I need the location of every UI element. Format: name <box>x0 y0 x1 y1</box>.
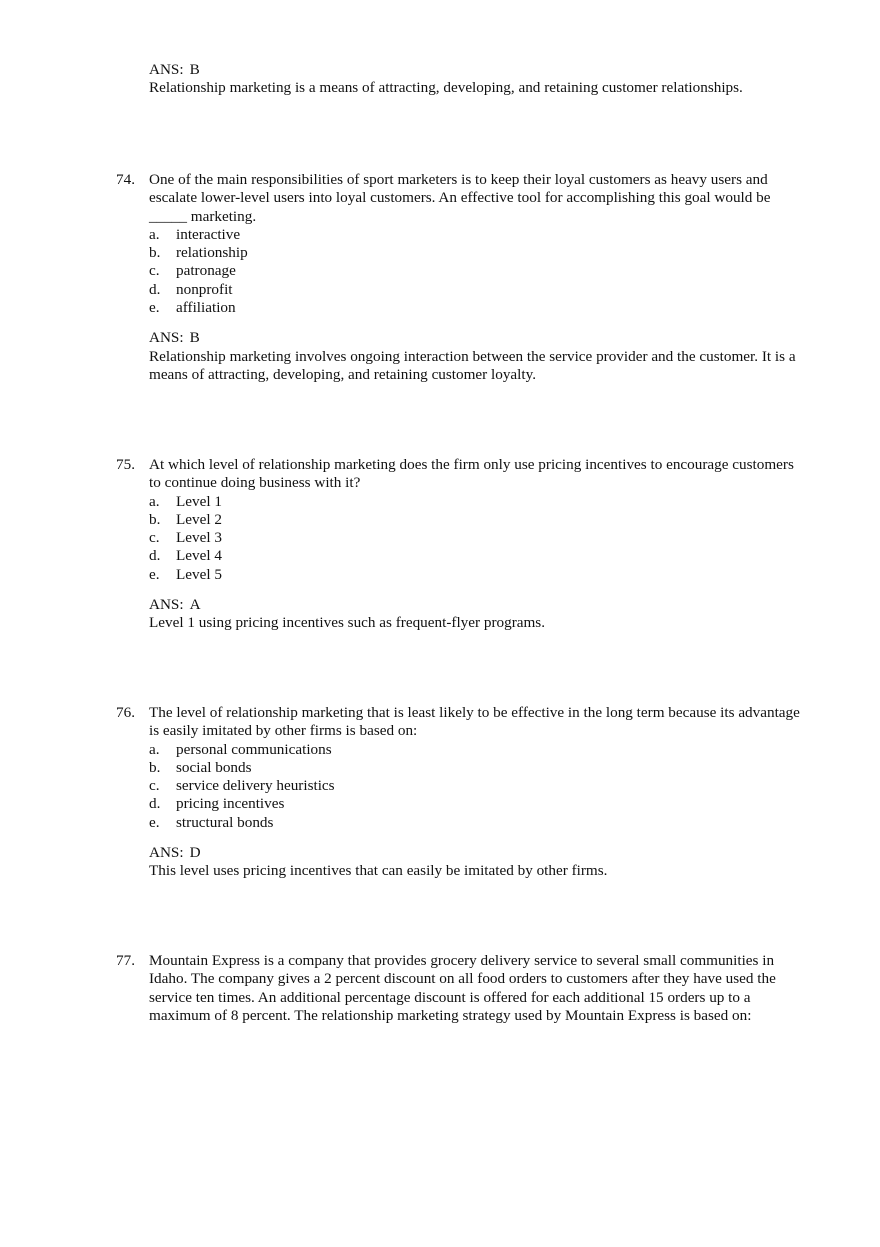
option-item <box>149 226 809 244</box>
option-text: nonprofit <box>176 280 233 298</box>
question-number: 75. <box>116 456 135 473</box>
option-letter: b. <box>149 510 161 528</box>
option-item <box>149 759 809 777</box>
option-text: relationship <box>176 244 248 262</box>
option-item <box>149 511 809 529</box>
option-letter: b. <box>149 244 161 262</box>
answer-letter: B <box>189 329 200 347</box>
answer-letter: B <box>189 61 200 78</box>
question-number: 76. <box>116 704 135 721</box>
option-text: Level 2 <box>176 510 222 528</box>
answer-label: ANS: <box>149 844 184 862</box>
option-letter: b. <box>149 758 161 776</box>
question-75 <box>116 456 809 633</box>
option-text: Level 5 <box>176 565 222 583</box>
question-text: At which level of relationship marketing does the firm only use pricing incentives to encourage customers to continue doing business with it? <box>149 456 794 492</box>
option-item <box>149 493 809 511</box>
option-text: affiliation <box>176 299 236 317</box>
answer-block <box>149 844 809 881</box>
answer-explanation: This level uses pricing incentives that can easily be imitated by other firms. <box>149 862 608 880</box>
option-list <box>149 493 809 584</box>
answer-letter: A <box>189 596 201 614</box>
question-text: One of the main responsibilities of sport marketers is to keep their loyal customers as heavy users and escalate lower-level users into loyal customers. An effective tool for accomplishing this goal would be _____ marketing. <box>149 171 771 225</box>
option-item <box>149 299 809 317</box>
option-text: pricing incentives <box>176 795 285 813</box>
option-item <box>149 777 809 795</box>
answer-block <box>149 596 809 633</box>
answer-label: ANS: <box>149 61 184 78</box>
option-letter: d. <box>149 547 161 565</box>
option-item <box>149 741 809 759</box>
answer-line <box>149 61 809 79</box>
answer-line <box>149 844 809 862</box>
answer-line <box>149 596 809 614</box>
option-list <box>149 226 809 317</box>
answer-explanation: Level 1 using pricing incentives such as frequent-flyer programs. <box>149 614 546 632</box>
answer-label: ANS: <box>149 596 184 614</box>
option-text: structural bonds <box>176 813 274 831</box>
question-text: Mountain Express is a company that provides grocery delivery service to several small communities in Idaho. The company gives a 2 percent discount on all food orders to customers after they have used the service ten times. An additional percentage discount is offered for each additional 15 orders up to a maximum of 8 percent. The relationship marketing strategy used by Mountain Express is based on: <box>149 952 776 1024</box>
option-letter: c. <box>149 777 160 795</box>
option-letter: a. <box>149 492 160 510</box>
option-text: Level 4 <box>176 547 222 565</box>
option-text: Level 1 <box>176 492 222 510</box>
option-item <box>149 529 809 547</box>
question-number: 74. <box>116 171 135 188</box>
question-77 <box>116 952 809 1025</box>
option-text: service delivery heuristics <box>176 777 335 795</box>
option-letter: e. <box>149 565 160 583</box>
option-letter: a. <box>149 740 160 758</box>
option-text: interactive <box>176 225 241 243</box>
option-text: social bonds <box>176 758 252 776</box>
question-74 <box>116 171 809 384</box>
answer-block <box>149 329 809 384</box>
answer-explanation: Relationship marketing involves ongoing interaction between the service provider and the customer. It is a means of attracting, developing, and retaining customer loyalty. <box>149 347 796 383</box>
option-text: patronage <box>176 262 236 280</box>
answer-block-73 <box>149 61 809 98</box>
option-letter: c. <box>149 262 160 280</box>
option-item <box>149 281 809 299</box>
option-letter: d. <box>149 280 161 298</box>
option-letter: d. <box>149 795 161 813</box>
option-letter: c. <box>149 529 160 547</box>
option-letter: e. <box>149 299 160 317</box>
answer-explanation: Relationship marketing is a means of attracting, developing, and retaining customer relationships. <box>149 79 743 97</box>
option-text: Level 3 <box>176 529 222 547</box>
option-letter: e. <box>149 813 160 831</box>
option-item <box>149 795 809 813</box>
option-item <box>149 244 809 262</box>
answer-line <box>149 329 809 347</box>
option-text: personal communications <box>176 740 332 758</box>
question-number: 77. <box>116 952 135 969</box>
answer-letter: D <box>189 844 201 862</box>
answer-label: ANS: <box>149 329 184 347</box>
option-item <box>149 547 809 565</box>
option-item <box>149 566 809 584</box>
option-letter: a. <box>149 225 160 243</box>
question-76 <box>116 704 809 881</box>
option-list <box>149 741 809 832</box>
option-item <box>149 814 809 832</box>
question-text: The level of relationship marketing that is least likely to be effective in the long term because its advantage is easily imitated by other firms is based on: <box>149 704 800 740</box>
option-item <box>149 262 809 280</box>
